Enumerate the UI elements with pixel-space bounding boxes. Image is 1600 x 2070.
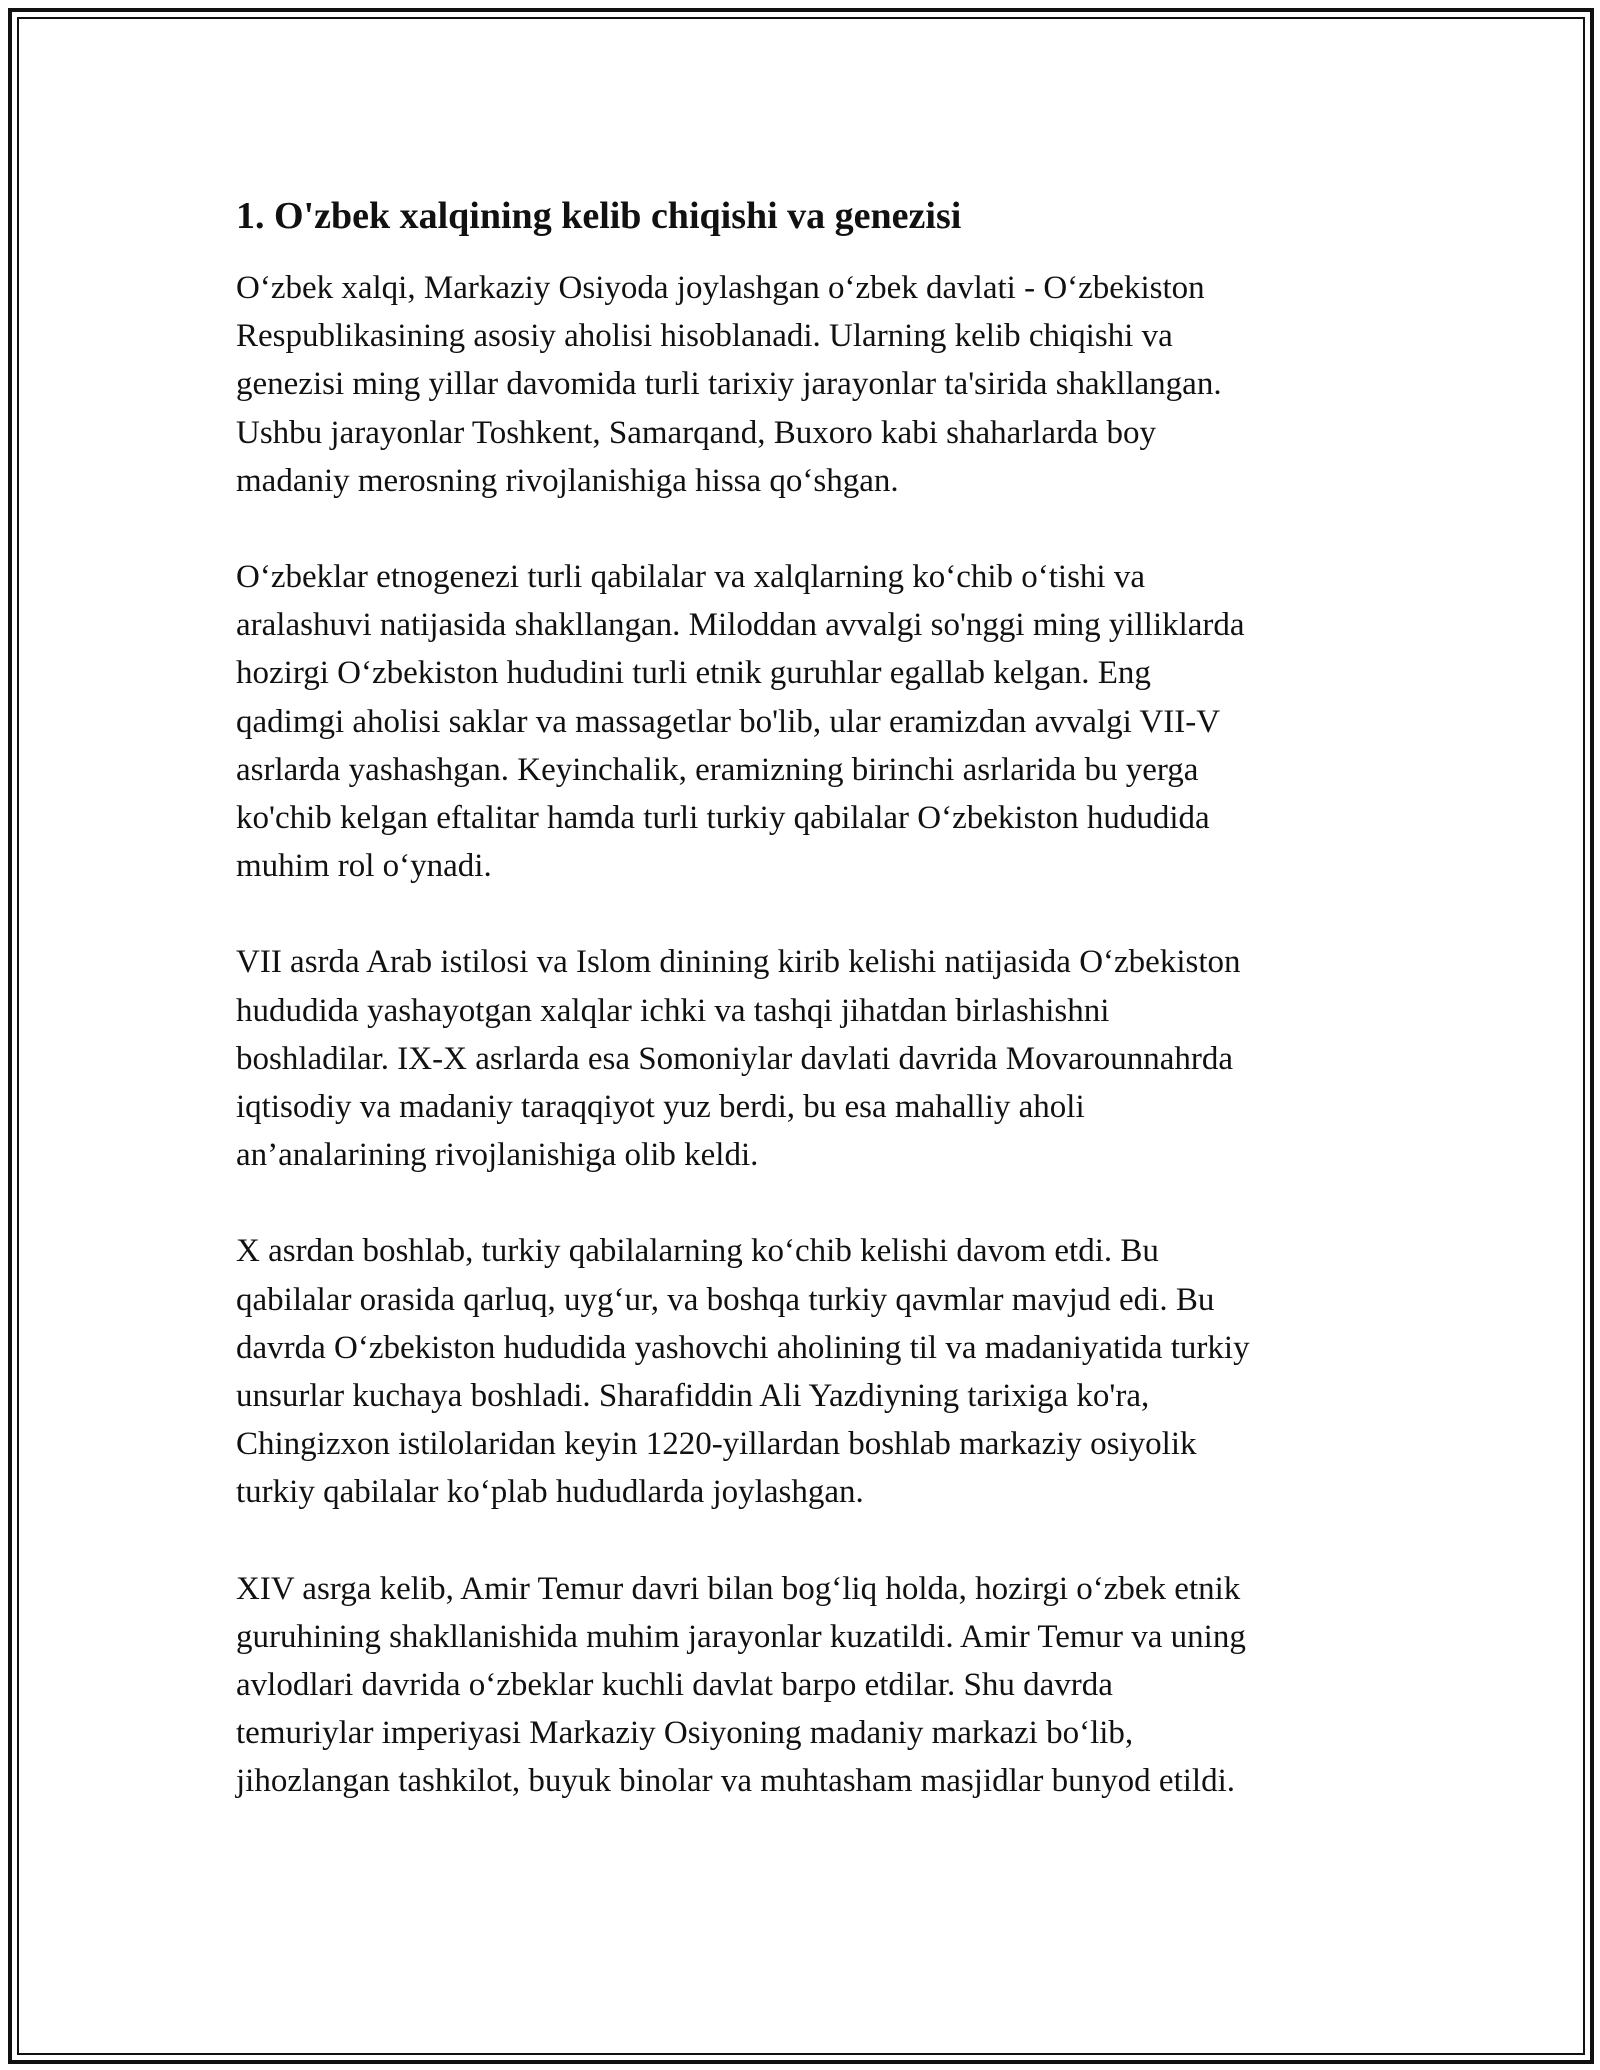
paragraph-turkic-migration: X asrdan boshlab, turkiy qabilalarning ko‘chib kelishi davom etdi. Bu qabilalar orasida qarluq, uyg‘ur, va boshqa turkiy qavmlar mavjud edi. Bu davrda O‘zbekiston hududida yashovchi aholining til va madaniyatida turkiy unsurlar kuchaya boshladi. Sharafiddin Ali Yazdiyning tarixiga ko'ra, Chingizxon istilolaridan keyin 1220-yillardan boshlab markaziy osiyolik turkiy qabilalar ko‘plab hududlarda joylashgan. xyxy=(236,1233,1250,1511)
paragraph-ethnogenesis: O‘zbeklar etnogenezi turli qabilalar va xalqlarning ko‘chib o‘tishi va aralashuvi natijasida shakllangan. Miloddan avvalgi so'nggi ming yilliklarda hozirgi O‘zbekiston hududini turli etnik guruhlar egallab kelgan. Eng qadimgi aholisi saklar va massagetlar bo'lib, ular eramizdan avvalgi VII-V asrlarda yashashgan. Keyinchalik, eramizning birinchi asrlarida bu yerga ko'chib kelgan eftalitar hamda turli turkiy qabilalar O‘zbekiston hududida muhim rol o‘ynadi. xyxy=(236,559,1245,885)
document-body xyxy=(236,186,1376,1854)
paragraph-arab-conquest: VII asrda Arab istilosi va Islom dinining kirib kelishi natijasida O‘zbekiston hududida yashayotgan xalqlar ichki va tashqi jihatdan birlashishni boshladilar. IX-X asrlarda esa Somoniylar davlati davrida Movarounnahrda iqtisodiy va madaniy taraqqiyot yuz berdi, bu esa mahalliy aholi an’analarining rivojlanishiga olib keldi. xyxy=(236,944,1241,1174)
document-title: 1. O'zbek xalqining kelib chiqishi va genezisi xyxy=(236,195,962,237)
paragraph-timurid-era: XIV asrga kelib, Amir Temur davri bilan bog‘liq holda, hozirgi o‘zbek etnik guruhining shakllanishida muhim jarayonlar kuzatildi. Amir Temur va uning avlodlari davrida o‘zbeklar kuchli davlat barpo etdilar. Shu davrda temuriylar imperiyasi Markaziy Osiyoning madaniy markazi bo‘lib, jihozlangan tashkilot, buyuk binolar va muhtasham masjidlar bunyod etildi. xyxy=(236,1570,1246,1800)
paragraph-origin: O‘zbek xalqi, Markaziy Osiyoda joylashgan o‘zbek davlati - O‘zbekiston Respublikasining asosiy aholisi hisoblanadi. Ularning kelib chiqishi va genezisi ming yillar davomida turli tarixiy jarayonlar ta'sirida shakllangan. Ushbu jarayonlar Toshkent, Samarqand, Buxoro kabi shaharlarda boy madaniy merosning rivojlanishiga hissa qo‘shgan. xyxy=(236,270,1222,499)
